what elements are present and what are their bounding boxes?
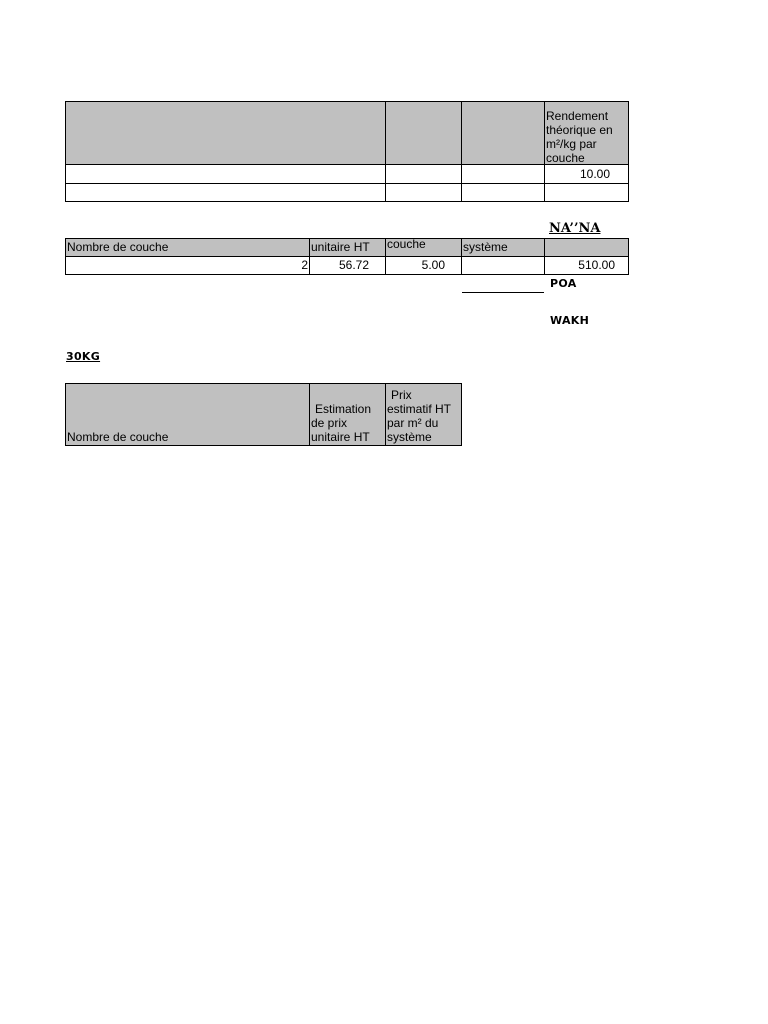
table2-row1-cell-4 [461, 256, 545, 275]
table2-header-cell-5 [544, 238, 629, 257]
table2-row1-nombre [65, 256, 310, 275]
table1-row1-cell-1 [65, 164, 386, 184]
table1-header-cell-1 [65, 101, 386, 165]
table3-header-nombre-text: Nombre de couche [67, 430, 169, 444]
table2-header-systeme-text: système [463, 240, 508, 254]
table2-row1-nombre-value: 2 [301, 258, 308, 272]
table1-row1-rendement-value: 10.00 [579, 167, 610, 181]
table2-row1-prix-unitaire-value: 56.72 [338, 258, 369, 272]
table3-header-prix-text: Prix estimatif HT par m² du système [387, 388, 452, 444]
table2-header-nombre [65, 238, 310, 257]
table1-row2-cell-3 [461, 183, 545, 202]
label-30kg: 30KG [66, 350, 101, 363]
table-1 [65, 101, 629, 202]
label-nana: NA’’NA [549, 221, 601, 236]
table2-header-nombre-text: Nombre de couche [67, 240, 169, 254]
table2-header-couche [385, 238, 462, 257]
label-wakh: WAKH [550, 314, 590, 327]
table3-header-nombre [65, 383, 310, 446]
table3-header-estimation [309, 383, 386, 446]
table-3 [65, 383, 462, 446]
table2-header-couche-text: couche [387, 238, 426, 251]
table1-row2-cell-1 [65, 183, 386, 202]
table1-row1-cell-3 [461, 164, 545, 184]
label-poa: POA [550, 277, 577, 290]
table1-row1-rendement [544, 164, 629, 184]
table2-row1-couche [385, 256, 462, 275]
table2-header-systeme [461, 238, 545, 257]
table3-header-prix [385, 383, 462, 446]
table-2 [65, 238, 629, 275]
table2-row1-couche-value: 5.00 [421, 258, 445, 272]
table1-header-rendement [544, 101, 629, 165]
table2-header-unitaire [309, 238, 386, 257]
table2-row1-prix-unitaire [309, 256, 386, 275]
underline-divider [462, 292, 544, 293]
table2-header-unitaire-text: unitaire HT [311, 240, 370, 254]
table1-row1-cell-2 [385, 164, 462, 184]
table2-row1-total-value: 510.00 [578, 258, 615, 272]
table1-row2-cell-2 [385, 183, 462, 202]
table1-header-rendement-text: Rendement théorique en m²/kg par couche [546, 109, 613, 165]
table2-row1-total [544, 256, 629, 275]
table1-header-cell-2 [385, 101, 462, 165]
table1-row2-cell-4 [544, 183, 629, 202]
table3-header-estimation-text: Estimation de prix unitaire HT [311, 402, 372, 444]
table1-header-cell-3 [461, 101, 545, 165]
